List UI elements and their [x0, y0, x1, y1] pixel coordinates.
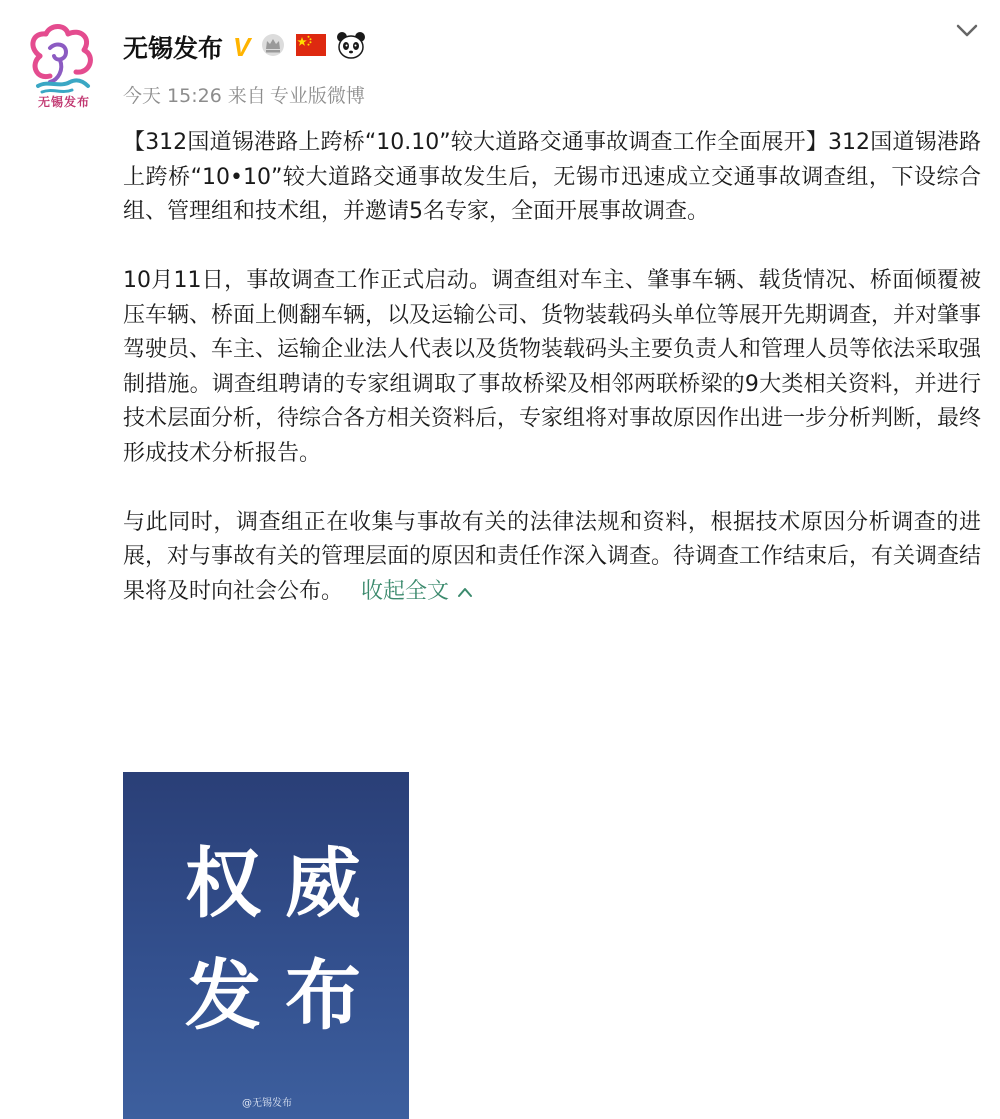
username[interactable]: 无锡发布	[123, 34, 224, 63]
paragraph-2: 10月11日，事故调查工作正式启动。调查组对车主、肇事车辆、载货情况、桥面倾覆被压车辆、桥面上侧翻车辆，以及运输公司、货物装载码头单位等展开先期调查，并对肇事驾驶员、车主、运输企业法人代表以及货物装载码头主要负责人和管理人员等依法采取强制措施。调查组聘请的专家组调取了事故桥梁及相邻两联桥梁的9大类相关资料，并进行技术层面分析，待综合各方相关资料后，专家组将对事故原因作出进一步分析判断，最终形成技术分析报告。	[123, 268, 982, 466]
paragraph-1: 【312国道锡港路上跨桥“10.10”较大道路交通事故调查工作全面展开】312国道锡港路上跨桥“10•10”较大道路交通事故发生后，无锡市迅速成立交通事故调查组，下设综合组、管理组和技术组，并邀请5名专家，全面开展事故调查。	[123, 130, 981, 224]
post-time[interactable]: 今天 15:26	[123, 85, 222, 107]
image-char: 威	[285, 839, 361, 928]
chevron-up-icon	[457, 586, 473, 598]
source-prefix: 来自	[227, 85, 266, 107]
post-header	[123, 27, 366, 67]
crown-icon[interactable]	[260, 32, 286, 62]
paragraph-3	[123, 506, 981, 610]
image-char: 权	[185, 839, 261, 928]
chevron-down-icon[interactable]	[954, 18, 980, 44]
image-char: 布	[285, 951, 361, 1040]
paragraph-3-text: 与此同时，调查组正在收集与事故有关的法律法规和资料，根据技术原因分析调查的进展，对与事故有关的管理层面的原因和责任作深入调查。待调查工作结束后，有关调查结果将及时向社会公布。	[123, 509, 982, 604]
panda-icon	[336, 31, 366, 63]
post-content	[123, 126, 981, 609]
collapse-label: 收起全文	[361, 578, 450, 604]
china-flag-icon	[296, 34, 326, 60]
post-source[interactable]: 专业版微博	[269, 85, 365, 107]
post-meta	[123, 81, 365, 111]
image-watermark: @无锡发布	[242, 1098, 292, 1109]
verified-icon[interactable]: V	[233, 31, 251, 62]
avatar-caption: 无锡发布	[37, 95, 90, 109]
post-image[interactable]	[123, 772, 409, 1119]
image-char: 发	[185, 951, 261, 1040]
image-title	[173, 834, 373, 1046]
collapse-full-text-link[interactable]	[361, 579, 473, 604]
